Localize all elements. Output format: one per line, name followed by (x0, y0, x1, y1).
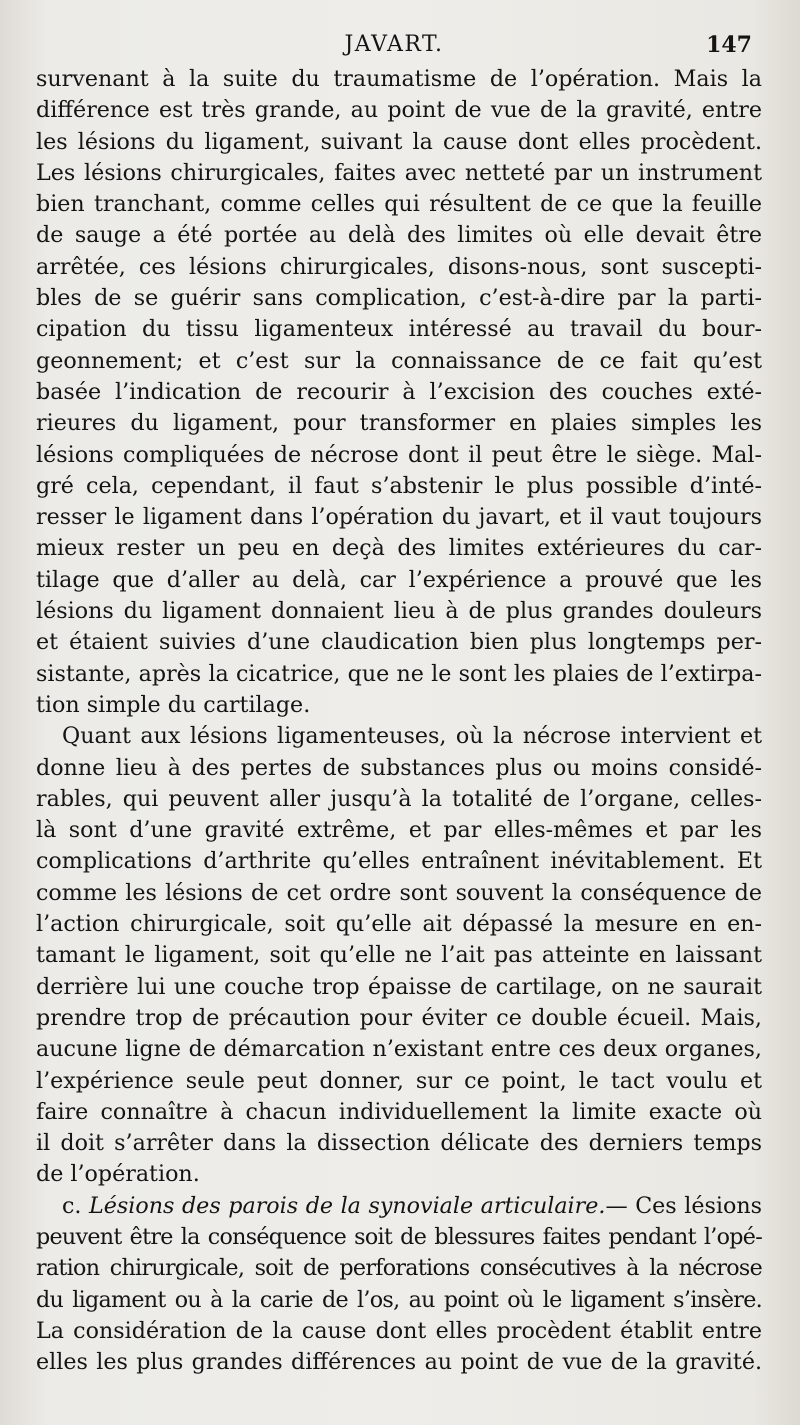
text-line: différence est très grande, au point de vue de la gravité, entre (36, 97, 762, 124)
text-line: complications d’arthrite qu’elles entraînent inévitablement. Et (36, 848, 762, 875)
page-number: 147 (706, 32, 752, 58)
text-line: comme les lésions de cet ordre sont souvent la conséquence de (36, 879, 762, 906)
text-line: geonnement; et c’est sur la connaissance de ce fait qu’est (36, 347, 762, 374)
running-title: JAVART. (344, 32, 444, 57)
text-line: bles de se guérir sans complication, c’est-à-dire par la parti- (36, 285, 762, 312)
text-line: donne lieu à des pertes de substances plus ou moins considé- (36, 754, 762, 781)
text-line: survenant à la suite du traumatisme de l’opération. Mais la (36, 66, 762, 92)
paragraph-ligament-lesions (36, 64, 762, 721)
subsection-heading-line (36, 1191, 762, 1222)
text-line: du ligament ou à la carie de l’os, au point où le ligament s’insère. (36, 1286, 762, 1313)
subsection-lead-text: — Ces lésions (605, 1192, 762, 1219)
text-line: sistante, après la cicatrice, que ne le sont les plaies de l’extirpa- (36, 660, 762, 687)
text-line: basée l’indication de recourir à l’excision des couches exté- (36, 378, 762, 405)
text-line: il doit s’arrêter dans la dissection délicate des derniers temps (36, 1130, 762, 1157)
text-line: Quant aux lésions ligamenteuses, où la nécrose intervient et (62, 723, 762, 750)
text-line: tilage que d’aller au delà, car l’expérience a prouvé que les (36, 566, 762, 593)
text-line: tamant le ligament, soit qu’elle ne l’ait pas atteinte en laissant (36, 942, 762, 969)
text-line: prendre trop de précaution pour éviter ce double écueil. Mais, (36, 1004, 762, 1031)
text-line: cipation du tissu ligamenteux intéressé au travail du bour- (36, 316, 762, 343)
paragraph-necrosis-lesions (36, 721, 762, 1190)
text-line: lésions du ligament donnaient lieu à de plus grandes douleurs (36, 598, 762, 625)
running-head (36, 26, 752, 64)
text-line: derrière lui une couche trop épaisse de cartilage, on ne saurait (36, 973, 762, 1000)
paragraph-synovial-lesions (36, 1191, 762, 1379)
text-line: rables, qui peuvent aller jusqu’à la totalité de l’organe, celles- (36, 785, 762, 812)
text-line: lésions compliquées de nécrose dont il peut être le siège. Mal- (36, 441, 762, 468)
text-line: rieures du ligament, pour transformer en plaies simples les (36, 410, 762, 437)
text-line: l’action chirurgicale, soit qu’elle ait dépassé la mesure en en- (36, 911, 762, 938)
text-line: de l’opération. (36, 1161, 200, 1188)
text-line: Les lésions chirurgicales, faites avec netteté par un instrument (36, 159, 762, 186)
text-line: mieux rester un peu en deçà des limites extérieures du car- (36, 535, 762, 562)
text-line: peuvent être la conséquence soit de blessures faites pendant l’opé- (36, 1223, 762, 1250)
text-line: tion simple du cartilage. (36, 691, 311, 718)
text-line: bien tranchant, comme celles qui résultent de ce que la feuille (36, 191, 762, 218)
text-line: gré cela, cependant, il faut s’abstenir le plus possible d’inté- (36, 472, 762, 499)
text-line: de sauge a été portée au delà des limites où elle devait être (36, 222, 762, 249)
text-line: les lésions du ligament, suivant la cause dont elles procèdent. (36, 128, 762, 155)
text-line: La considération de la cause dont elles procèdent établit entre (36, 1317, 762, 1344)
text-line: et étaient suivies d’une claudication bien plus longtemps per- (36, 629, 762, 656)
text-line: l’expérience seule peut donner, sur ce point, le tact voulu et (36, 1067, 762, 1094)
text-line: là sont d’une gravité extrême, et par elles-mêmes et par les (36, 817, 762, 844)
subsection-letter: c. (62, 1192, 82, 1219)
subsection-title: Lésions des parois de la synoviale articulaire. (89, 1192, 606, 1219)
text-line: elles les plus grandes différences au point de vue de la gravité. (36, 1349, 762, 1376)
text-line: ration chirurgicale, soit de perforations consécutives à la nécrose (36, 1255, 762, 1282)
text-line: faire connaître à chacun individuellement la limite exacte où (36, 1098, 762, 1125)
text-body (36, 64, 762, 1378)
text-line: aucune ligne de démarcation n’existant entre ces deux organes, (36, 1036, 762, 1063)
text-line: resser le ligament dans l’opération du javart, et il vaut toujours (36, 504, 762, 531)
text-line: arrêtée, ces lésions chirurgicales, disons-nous, sont suscepti- (36, 253, 762, 280)
